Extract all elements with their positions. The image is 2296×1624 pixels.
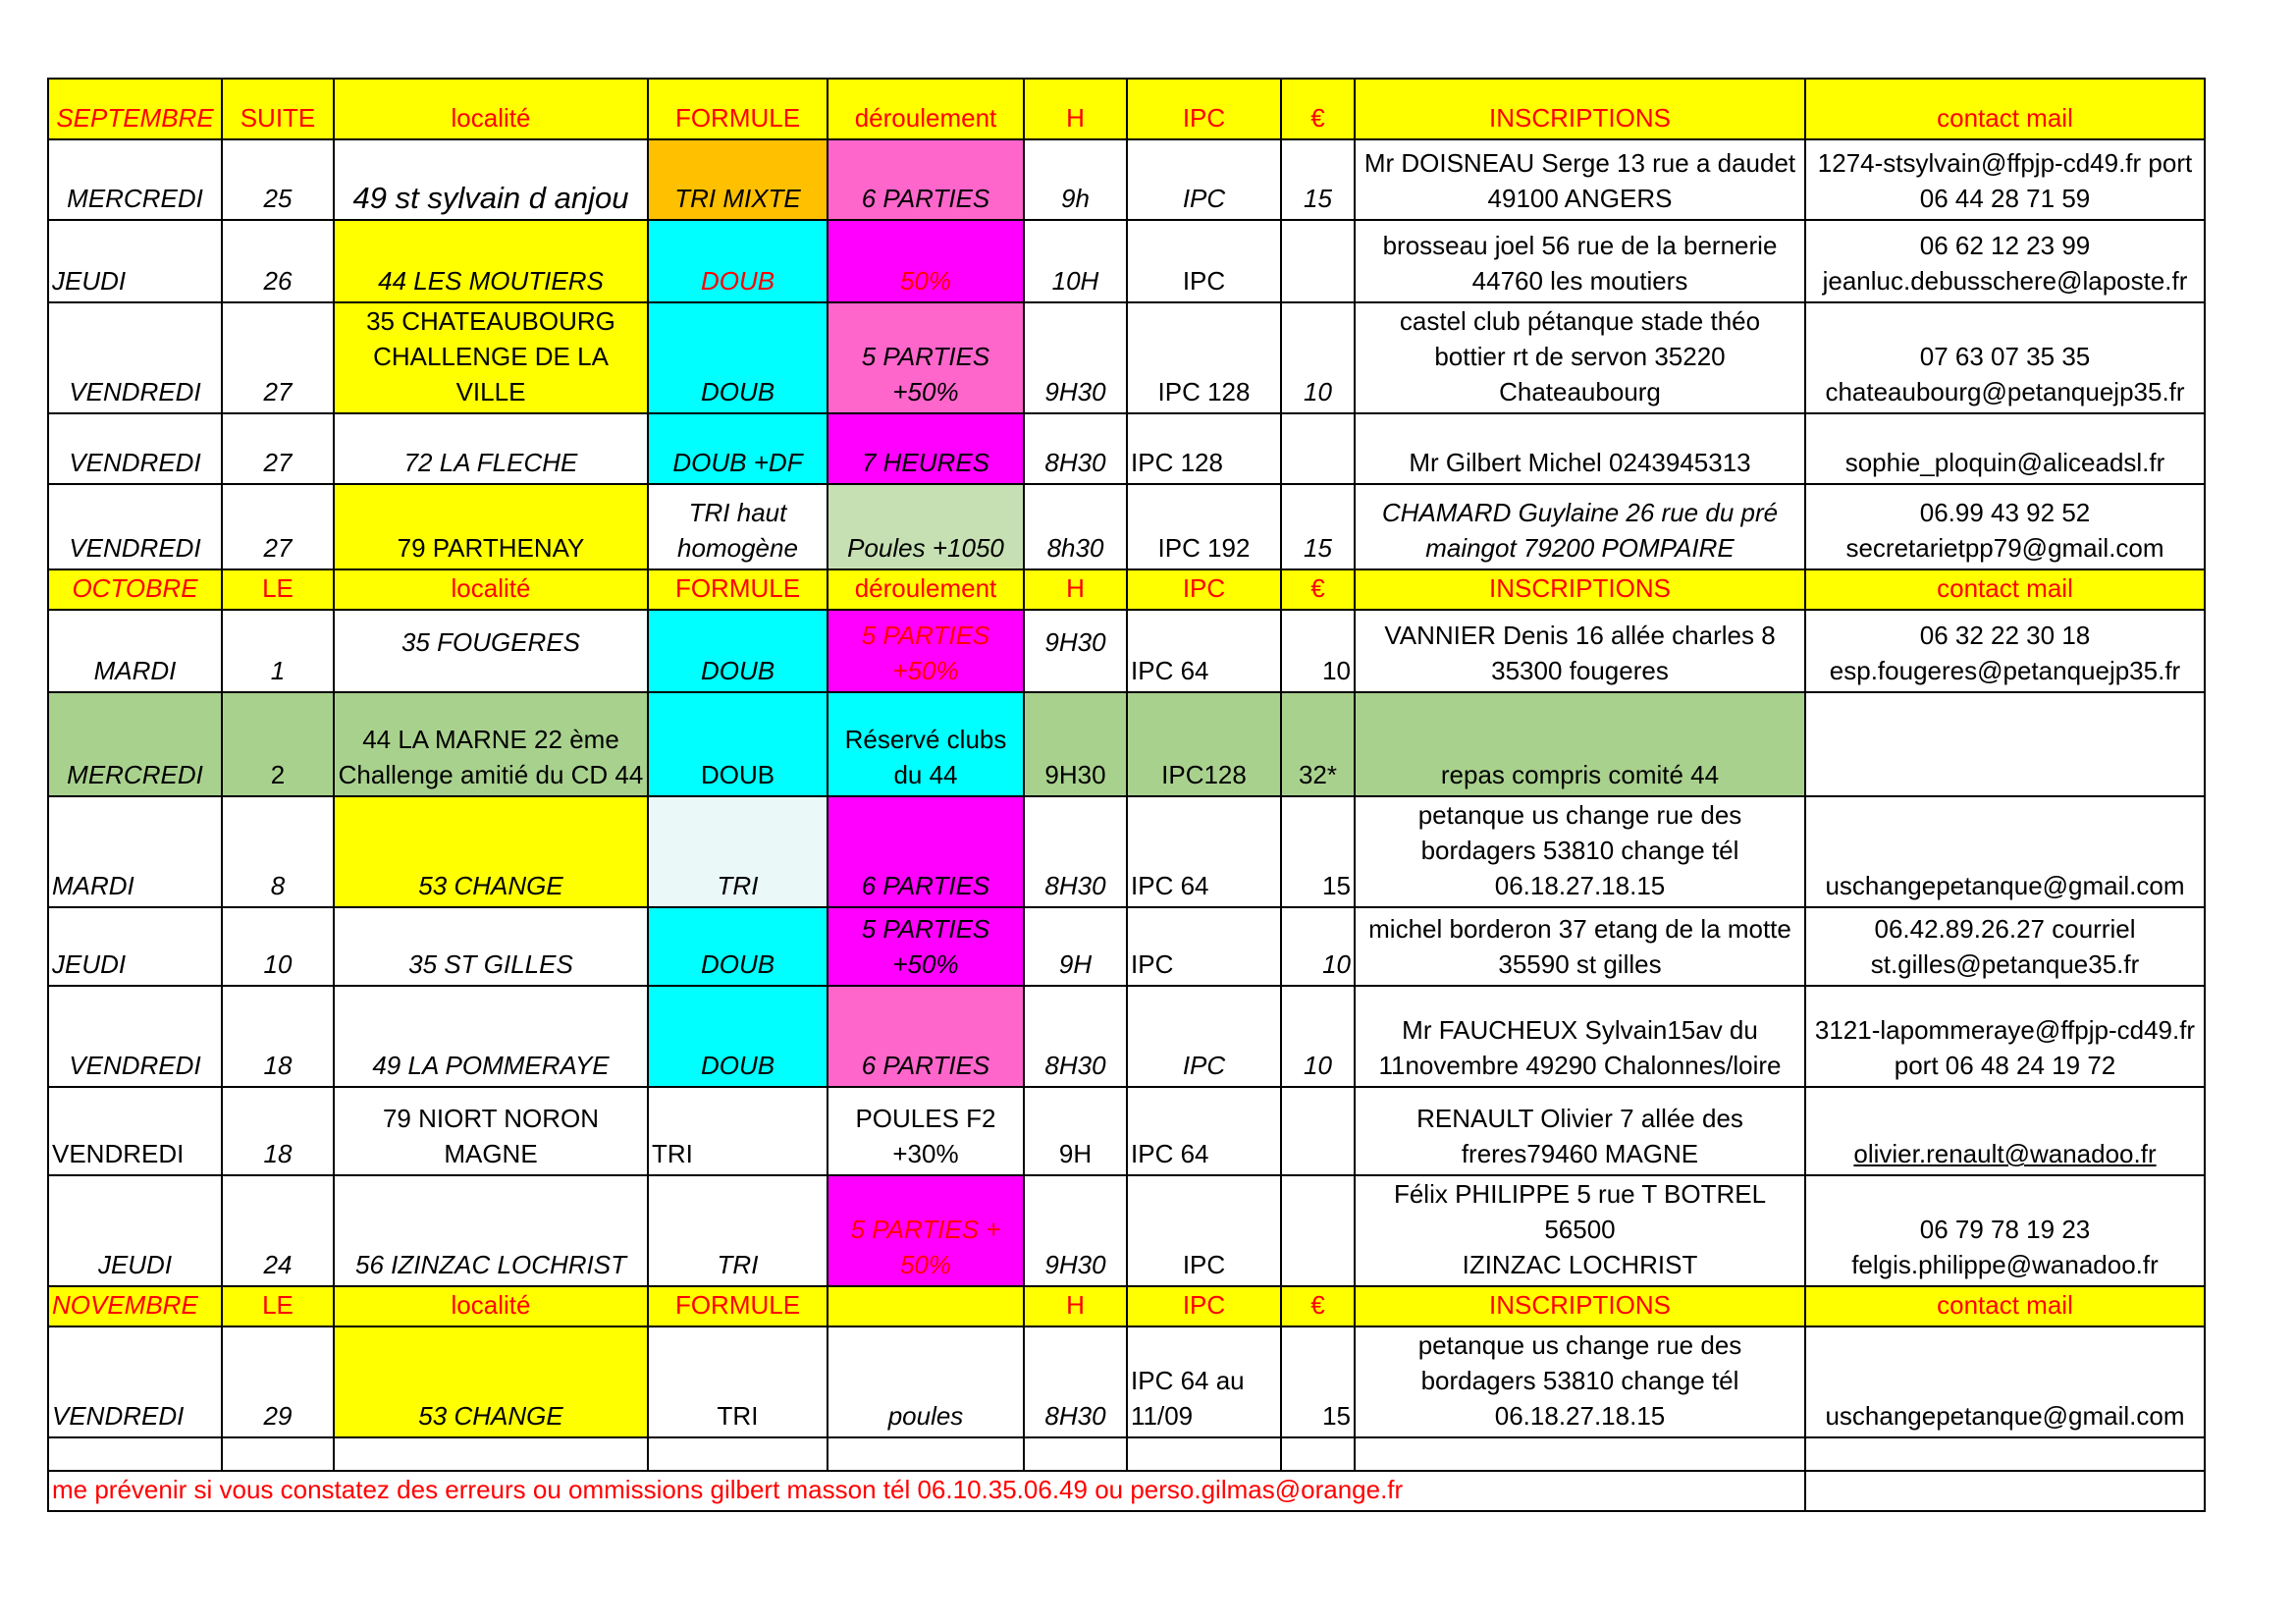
format-cell: poules — [828, 1326, 1024, 1437]
location-cell: 35 FOUGERES — [334, 610, 648, 692]
header-cell: IPC — [1127, 569, 1281, 610]
format-cell: 5 PARTIES +50% — [828, 302, 1024, 413]
formula-cell: DOUB — [648, 302, 828, 413]
formula-cell: DOUB — [648, 692, 828, 796]
contact-cell: 06 79 78 19 23 felgis.philippe@wanadoo.fr — [1805, 1175, 2205, 1286]
fee-cell — [1281, 1175, 1355, 1286]
header-cell: localité — [334, 79, 648, 139]
ipc-cell: IPC — [1127, 986, 1281, 1087]
header-cell: IPC — [1127, 1286, 1281, 1326]
fee-cell: 32* — [1281, 692, 1355, 796]
formula-cell: DOUB — [648, 220, 828, 302]
format-cell: 5 PARTIES +50% — [828, 610, 1024, 692]
ipc-cell: IPC 128 — [1127, 413, 1281, 484]
table-row — [48, 796, 2205, 907]
day-cell: MARDI — [48, 796, 222, 907]
month-header-row — [48, 79, 2205, 139]
contact-cell — [1805, 692, 2205, 796]
location-cell: 35 ST GILLES — [334, 907, 648, 986]
date-cell: 26 — [222, 220, 334, 302]
time-cell: 9H30 — [1024, 692, 1127, 796]
day-cell: MERCREDI — [48, 692, 222, 796]
day-cell: VENDREDI — [48, 1087, 222, 1175]
month-header-row — [48, 569, 2205, 610]
formula-cell: DOUB +DF — [648, 413, 828, 484]
formula-cell: DOUB — [648, 986, 828, 1087]
format-cell: POULES F2 +30% — [828, 1087, 1024, 1175]
header-cell: H — [1024, 1286, 1127, 1326]
formula-cell: TRI haut homogène — [648, 484, 828, 569]
ipc-cell: IPC 64 au 11/09 — [1127, 1326, 1281, 1437]
date-cell: 29 — [222, 1326, 334, 1437]
time-cell: 9H30 — [1024, 1175, 1127, 1286]
registration-cell: VANNIER Denis 16 allée charles 8 35300 fougeres — [1355, 610, 1805, 692]
ipc-cell: IPC — [1127, 907, 1281, 986]
header-cell: déroulement — [828, 569, 1024, 610]
day-cell: JEUDI — [48, 1175, 222, 1286]
date-cell: 25 — [222, 139, 334, 220]
header-cell: FORMULE — [648, 79, 828, 139]
contact-cell: uschangepetanque@gmail.com — [1805, 796, 2205, 907]
day-cell: VENDREDI — [48, 1326, 222, 1437]
table-row — [48, 139, 2205, 220]
time-cell: 8h30 — [1024, 484, 1127, 569]
ipc-cell: IPC 64 — [1127, 796, 1281, 907]
fee-cell: 10 — [1281, 907, 1355, 986]
date-cell: 1 — [222, 610, 334, 692]
month-label: OCTOBRE — [48, 569, 222, 610]
format-cell: 6 PARTIES — [828, 986, 1024, 1087]
fee-cell: 15 — [1281, 796, 1355, 907]
day-cell: VENDREDI — [48, 484, 222, 569]
fee-cell: 15 — [1281, 139, 1355, 220]
header-cell: H — [1024, 79, 1127, 139]
fee-cell: 10 — [1281, 302, 1355, 413]
header-cell: € — [1281, 79, 1355, 139]
contact-cell: 06.42.89.26.27 courriel st.gilles@petanque35.fr — [1805, 907, 2205, 986]
formula-cell: TRI — [648, 1087, 828, 1175]
table-row — [48, 907, 2205, 986]
header-cell: LE — [222, 569, 334, 610]
table-row — [48, 692, 2205, 796]
day-cell: JEUDI — [48, 907, 222, 986]
fee-cell: 10 — [1281, 610, 1355, 692]
table-row — [48, 1175, 2205, 1286]
date-cell: 8 — [222, 796, 334, 907]
contact-cell: 06 62 12 23 99 jeanluc.debusschere@laposte.fr — [1805, 220, 2205, 302]
time-cell: 9H30 — [1024, 610, 1127, 692]
contact-link[interactable]: olivier.renault@wanadoo.fr — [1805, 1087, 2205, 1175]
table-row — [48, 302, 2205, 413]
registration-cell: brosseau joel 56 rue de la bernerie 44760 les moutiers — [1355, 220, 1805, 302]
date-cell: 18 — [222, 986, 334, 1087]
format-cell: Réservé clubs du 44 — [828, 692, 1024, 796]
formula-cell: DOUB — [648, 907, 828, 986]
header-cell: déroulement — [828, 79, 1024, 139]
month-header-row — [48, 1286, 2205, 1326]
format-cell: Poules +1050 — [828, 484, 1024, 569]
day-cell: VENDREDI — [48, 413, 222, 484]
contact-cell: 06 32 22 30 18 esp.fougeres@petanquejp35.fr — [1805, 610, 2205, 692]
contact-cell: 3121-lapommeraye@ffpjp-cd49.fr port 06 48 24 19 72 — [1805, 986, 2205, 1087]
time-cell: 8H30 — [1024, 1326, 1127, 1437]
header-cell: INSCRIPTIONS — [1355, 1286, 1805, 1326]
day-cell: VENDREDI — [48, 302, 222, 413]
time-cell: 8H30 — [1024, 796, 1127, 907]
header-cell: localité — [334, 569, 648, 610]
month-label: SEPTEMBRE — [48, 79, 222, 139]
footer-note: me prévenir si vous constatez des erreurs ou ommissions gilbert masson tél 06.10.35.06.49 ou perso.gilmas@orange.fr — [48, 1471, 1805, 1511]
day-cell: JEUDI — [48, 220, 222, 302]
header-cell: LE — [222, 1286, 334, 1326]
header-cell: H — [1024, 569, 1127, 610]
ipc-cell: IPC128 — [1127, 692, 1281, 796]
header-cell: contact mail — [1805, 569, 2205, 610]
formula-cell: TRI — [648, 796, 828, 907]
table-row — [48, 1326, 2205, 1437]
time-cell: 8H30 — [1024, 413, 1127, 484]
date-cell: 2 — [222, 692, 334, 796]
location-cell: 44 LES MOUTIERS — [334, 220, 648, 302]
format-cell: 6 PARTIES — [828, 139, 1024, 220]
ipc-cell: IPC 128 — [1127, 302, 1281, 413]
ipc-cell: IPC 64 — [1127, 610, 1281, 692]
location-cell: 49 st sylvain d anjou — [334, 139, 648, 220]
ipc-cell: IPC 64 — [1127, 1087, 1281, 1175]
ipc-cell: IPC — [1127, 1175, 1281, 1286]
header-cell: contact mail — [1805, 79, 2205, 139]
ipc-cell: IPC 192 — [1127, 484, 1281, 569]
fee-cell — [1281, 1087, 1355, 1175]
format-cell: 6 PARTIES — [828, 796, 1024, 907]
header-cell: € — [1281, 1286, 1355, 1326]
location-cell: 56 IZINZAC LOCHRIST — [334, 1175, 648, 1286]
registration-cell: petanque us change rue des bordagers 53810 change tél 06.18.27.18.15 — [1355, 796, 1805, 907]
table-row — [48, 986, 2205, 1087]
time-cell: 9H — [1024, 907, 1127, 986]
header-cell: INSCRIPTIONS — [1355, 79, 1805, 139]
format-cell: 50% — [828, 220, 1024, 302]
table-row — [48, 484, 2205, 569]
contact-cell: uschangepetanque@gmail.com — [1805, 1326, 2205, 1437]
contact-cell: 06.99 43 92 52 secretarietpp79@gmail.com — [1805, 484, 2205, 569]
registration-cell: Mr Gilbert Michel 0243945313 — [1355, 413, 1805, 484]
table-row — [48, 1087, 2205, 1175]
date-cell: 27 — [222, 484, 334, 569]
ipc-cell: IPC — [1127, 220, 1281, 302]
location-cell: 35 CHATEAUBOURG CHALLENGE DE LA VILLE — [334, 302, 648, 413]
formula-cell: TRI — [648, 1175, 828, 1286]
table-row — [48, 610, 2205, 692]
registration-cell: Félix PHILIPPE 5 rue T BOTREL 56500 IZINZAC LOCHRIST — [1355, 1175, 1805, 1286]
header-cell: FORMULE — [648, 1286, 828, 1326]
location-cell: 53 CHANGE — [334, 1326, 648, 1437]
format-cell: 5 PARTIES +50% — [828, 907, 1024, 986]
date-cell: 10 — [222, 907, 334, 986]
location-cell: 79 NIORT NORON MAGNE — [334, 1087, 648, 1175]
ipc-cell: IPC — [1127, 139, 1281, 220]
header-cell — [828, 1286, 1024, 1326]
time-cell: 8H30 — [1024, 986, 1127, 1087]
format-cell: 7 HEURES — [828, 413, 1024, 484]
time-cell: 9h — [1024, 139, 1127, 220]
location-cell: 44 LA MARNE 22 ème Challenge amitié du CD 44 — [334, 692, 648, 796]
table-row — [48, 220, 2205, 302]
day-cell: MARDI — [48, 610, 222, 692]
date-cell: 27 — [222, 413, 334, 484]
registration-cell: CHAMARD Guylaine 26 rue du pré maingot 79200 POMPAIRE — [1355, 484, 1805, 569]
month-label: NOVEMBRE — [48, 1286, 222, 1326]
registration-cell: RENAULT Olivier 7 allée des freres79460 MAGNE — [1355, 1087, 1805, 1175]
formula-cell: TRI MIXTE — [648, 139, 828, 220]
date-cell: 18 — [222, 1087, 334, 1175]
table-row — [48, 413, 2205, 484]
date-cell: 27 — [222, 302, 334, 413]
contact-cell: sophie_ploquin@aliceadsl.fr — [1805, 413, 2205, 484]
fee-cell — [1281, 413, 1355, 484]
header-cell: IPC — [1127, 79, 1281, 139]
day-cell: VENDREDI — [48, 986, 222, 1087]
header-cell: contact mail — [1805, 1286, 2205, 1326]
header-cell: localité — [334, 1286, 648, 1326]
footer-row — [48, 1471, 2205, 1511]
fee-cell — [1281, 220, 1355, 302]
event-schedule-table — [47, 78, 2206, 1512]
registration-cell: repas compris comité 44 — [1355, 692, 1805, 796]
registration-cell: castel club pétanque stade théo bottier rt de servon 35220 Chateaubourg — [1355, 302, 1805, 413]
time-cell: 9H30 — [1024, 302, 1127, 413]
location-cell: 72 LA FLECHE — [334, 413, 648, 484]
fee-cell: 10 — [1281, 986, 1355, 1087]
formula-cell: DOUB — [648, 610, 828, 692]
empty-row — [48, 1437, 2205, 1471]
header-cell: INSCRIPTIONS — [1355, 569, 1805, 610]
registration-cell: petanque us change rue des bordagers 53810 change tél 06.18.27.18.15 — [1355, 1326, 1805, 1437]
formula-cell: TRI — [648, 1326, 828, 1437]
registration-cell: michel borderon 37 etang de la motte 35590 st gilles — [1355, 907, 1805, 986]
header-cell: € — [1281, 569, 1355, 610]
time-cell: 10H — [1024, 220, 1127, 302]
header-cell: FORMULE — [648, 569, 828, 610]
date-cell: 24 — [222, 1175, 334, 1286]
fee-cell: 15 — [1281, 1326, 1355, 1437]
time-cell: 9H — [1024, 1087, 1127, 1175]
registration-cell: Mr FAUCHEUX Sylvain15av du 11novembre 49290 Chalonnes/loire — [1355, 986, 1805, 1087]
format-cell: 5 PARTIES + 50% — [828, 1175, 1024, 1286]
location-cell: 49 LA POMMERAYE — [334, 986, 648, 1087]
registration-cell: Mr DOISNEAU Serge 13 rue a daudet 49100 ANGERS — [1355, 139, 1805, 220]
location-cell: 53 CHANGE — [334, 796, 648, 907]
contact-cell: 1274-stsylvain@ffpjp-cd49.fr port 06 44 28 71 59 — [1805, 139, 2205, 220]
header-cell: SUITE — [222, 79, 334, 139]
contact-cell: 07 63 07 35 35 chateaubourg@petanquejp35.fr — [1805, 302, 2205, 413]
location-cell: 79 PARTHENAY — [334, 484, 648, 569]
fee-cell: 15 — [1281, 484, 1355, 569]
day-cell: MERCREDI — [48, 139, 222, 220]
